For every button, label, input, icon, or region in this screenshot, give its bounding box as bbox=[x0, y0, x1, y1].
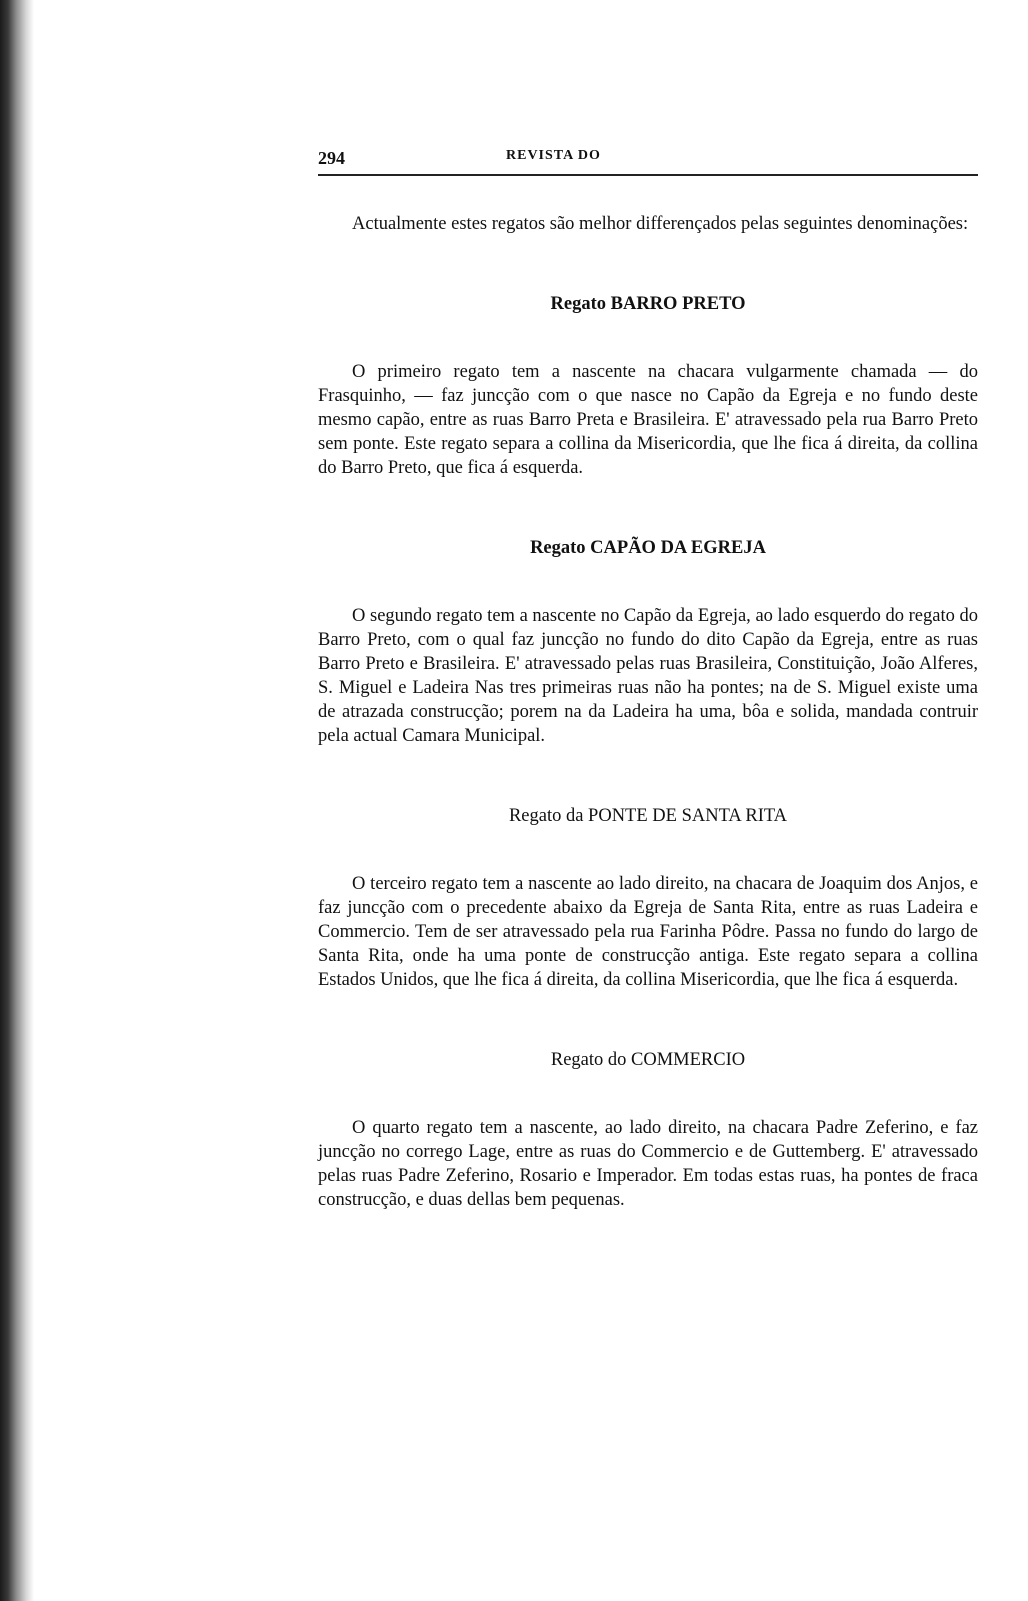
section-paragraph: O terceiro regato tem a nascente ao lado direito, na chacara de Joaquim dos Anjos, e faz juncção com o precedente abaixo da Egreja de Santa Rita, entre as ruas Ladeira e Commercio. Tem de ser atravessado pela rua Farinha Pôdre. Passa no fundo do largo de Santa Rita, onde ha uma ponte de construcção antiga. Este regato separa a collina Estados Unidos, que lhe fica á direita, da collina Misericordia, que lhe fica á esquerda. bbox=[318, 874, 978, 990]
page-header bbox=[318, 140, 978, 176]
page-number: 294 bbox=[318, 148, 345, 168]
section-capao-da-egreja bbox=[318, 536, 978, 748]
section-barro-preto bbox=[318, 292, 978, 480]
section-paragraph: O quarto regato tem a nascente, ao lado direito, na chacara Padre Zeferino, e faz juncção no corrego Lage, entre as ruas do Commercio e de Guttemberg. E' atravessado pelas ruas Padre Zeferino, Rosario e Imperador. Em todas estas ruas, ha pontes de fraca construcção, e duas dellas bem pequenas. bbox=[318, 1118, 978, 1210]
section-ponte-de-santa-rita bbox=[318, 804, 978, 992]
section-paragraph: O primeiro regato tem a nascente na chacara vulgarmente chamada — do Frasquinho, — faz juncção com o que nasce no Capão da Egreja e no fundo deste mesmo capão, entre as ruas Barro Preta e Brasileira. E' atravessado pela rua Barro Preto sem ponte. Este regato separa a collina da Misericordia, que lhe fica á direita, da collina do Barro Preto, que fica á esquerda. bbox=[318, 362, 978, 478]
running-head: REVISTA DO bbox=[506, 148, 601, 163]
document-page bbox=[318, 140, 978, 1212]
intro-paragraph: Actualmente estes regatos são melhor differençados pelas seguintes denominações: bbox=[352, 214, 969, 234]
section-title: Regato CAPÃO DA EGREJA bbox=[530, 538, 766, 558]
book-binding-shadow bbox=[0, 0, 34, 1601]
section-title: Regato do COMMERCIO bbox=[550, 1050, 746, 1070]
header-rule bbox=[318, 174, 978, 176]
section-commercio bbox=[318, 1048, 978, 1212]
section-paragraph: O segundo regato tem a nascente no Capão da Egreja, ao lado esquerdo do regato do Barro Preto, com o qual faz juncção no fundo do dito Capão da Egreja, entre as ruas Barro Preto e Brasileira. E' atravessado pelas ruas Brasileira, Constituição, João Alferes, S. Miguel e Ladeira Nas tres primeiras ruas não ha pontes; na de S. Miguel existe uma de atrazada construcção; porem na da Ladeira ha uma, bôa e solida, mandada contruir pela actual Camara Municipal. bbox=[318, 606, 978, 746]
section-title: Regato BARRO PRETO bbox=[550, 294, 746, 314]
section-title: Regato da PONTE DE SANTA RITA bbox=[508, 806, 788, 826]
